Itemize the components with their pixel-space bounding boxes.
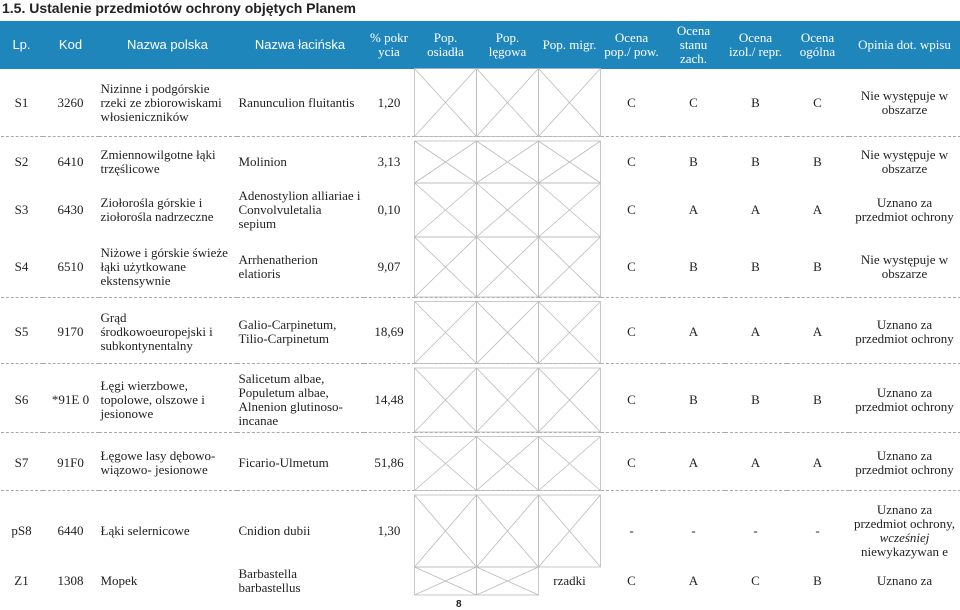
cell-lp: pS8 (11, 523, 32, 538)
table-row (1, 69, 960, 137)
cell-pokr (364, 567, 415, 595)
cell-o2: A (688, 455, 699, 471)
cell-pl: Łęgi wierzbowe, topolowe, olszowe i jesionowe (100, 377, 205, 421)
header-row (1, 22, 960, 69)
cell-o4: C (813, 94, 822, 110)
table-row (1, 437, 960, 491)
cell-pl: Nizinne i podgórskie rzeki ze zbiorowiskami włosieniczników (100, 80, 222, 124)
column-header-9: Ocena stanu zach. (663, 22, 725, 69)
cell-o1: C (627, 324, 636, 340)
cell-pl: Mopek (100, 573, 138, 588)
cell-lat: Arrhenatherion elatioris (238, 251, 318, 281)
page-number: 8 (456, 599, 462, 610)
cell-opinia: Uznano za przedmiot ochrony (855, 448, 954, 478)
cell-lat: Molinion (238, 154, 287, 169)
cell-opinia: Nie występuje w obszarze (860, 87, 949, 117)
cell-o3: B (751, 154, 760, 169)
cell-kod: 9170 (57, 324, 84, 340)
cell-opinia: Uznano za przedmiot ochrony (855, 317, 954, 347)
cell-o2: A (688, 202, 699, 217)
column-header-2: Nazwa polska (99, 22, 237, 69)
column-header-12: Opinia dot. wpisu (849, 22, 960, 69)
cell-kod: 6410 (57, 154, 84, 169)
table-body (1, 69, 960, 596)
cell-pokr: 1,20 (377, 94, 401, 110)
cell-lat: Barbastella barbastellus (238, 567, 301, 595)
cell-o3: - (753, 523, 758, 538)
cell-lp: S5 (14, 324, 29, 340)
cell-opinia: Nie występuje w obszarze (860, 251, 949, 281)
cell-kod: 1308 (57, 573, 84, 588)
cell-osiadla (415, 69, 477, 137)
column-header-5: Pop. osiadła (415, 22, 477, 69)
cell-o4: B (813, 154, 822, 169)
cell-lat: Ficario-Ulmetum (238, 455, 329, 471)
cell-o4: B (813, 391, 822, 407)
cell-osiadla (415, 237, 477, 297)
table-row (1, 302, 960, 364)
cell-legowa (477, 183, 539, 237)
cell-opinia: Uznano za przedmiot ochrony, wcześniej niewykazywan e (854, 502, 955, 559)
cell-lp: S2 (14, 154, 29, 169)
cell-pokr: 51,86 (374, 455, 404, 471)
table-row (1, 495, 960, 567)
cell-legowa (477, 302, 539, 364)
column-header-4: % pokr ycia (364, 22, 415, 69)
cell-o2: A (688, 573, 699, 588)
cell-lp: S7 (14, 455, 29, 471)
cell-o1: C (627, 202, 636, 217)
cell-o3: B (751, 94, 760, 110)
cell-o2: B (689, 258, 698, 274)
table-row (1, 237, 960, 297)
cell-legowa (477, 495, 539, 567)
cell-pl: Niżowe i górskie świeże łąki użytkowane ekstensywnie (100, 244, 228, 288)
cell-opinia: Uznano za (876, 573, 933, 588)
cell-lp: Z1 (14, 573, 29, 588)
column-header-7: Pop. migr. (539, 22, 601, 69)
cell-o4: A (812, 455, 823, 471)
cell-pokr: 3,13 (377, 154, 401, 169)
cell-o3: A (750, 455, 761, 471)
cell-legowa (477, 237, 539, 297)
cell-o4: B (813, 258, 822, 274)
cell-opinia: Nie występuje w obszarze (860, 147, 949, 176)
cell-kod: 6510 (57, 258, 84, 274)
cell-lp: S4 (14, 258, 29, 274)
cell-o4: A (812, 324, 823, 340)
cell-pl: Grąd środkowoeuropejski i subkontynentalny (100, 310, 213, 354)
cell-pokr: 1,30 (377, 523, 401, 538)
cell-lp: S1 (14, 94, 29, 110)
cell-pokr: 18,69 (374, 324, 404, 340)
table-row (1, 183, 960, 237)
column-header-3: Nazwa łacińska (237, 22, 364, 69)
cell-migr (539, 302, 601, 364)
cell-kod: 3260 (57, 94, 84, 110)
cell-o3: B (751, 391, 760, 407)
cell-o2: B (689, 154, 698, 169)
cell-migr (539, 183, 601, 237)
cell-osiadla (415, 437, 477, 491)
cell-opinia: Uznano za przedmiot ochrony (855, 384, 954, 414)
cell-pl: Zmiennowilgotne łąki trzęślicowe (100, 147, 216, 176)
cell-lat: Adenostylion alliariae i Convolvuletalia sepium (238, 188, 361, 231)
cell-pl: Łęgowe lasy dębowo- wiązowo- jesionowe (100, 448, 216, 478)
cell-osiadla (415, 302, 477, 364)
cell-o1: C (627, 154, 636, 169)
cell-o2: C (689, 94, 698, 110)
cell-lat: Ranunculion fluitantis (238, 94, 355, 110)
cell-pl: Łąki selernicowe (100, 523, 190, 538)
cell-lat: Salicetum albae, Populetum albae, Alnenion glutinoso-incanae (238, 370, 343, 428)
cell-lat: Cnidion dubii (238, 523, 311, 538)
cell-o2: B (689, 391, 698, 407)
cell-migr (539, 69, 601, 137)
cell-o1: - (629, 523, 634, 538)
cell-osiadla (415, 368, 477, 432)
protected-subjects-table (0, 21, 960, 595)
cell-osiadla (415, 495, 477, 567)
table-row (1, 141, 960, 183)
cell-o1: C (627, 455, 636, 471)
cell-legowa (477, 69, 539, 137)
cell-o3: B (751, 258, 760, 274)
cell-opinia: Uznano za przedmiot ochrony (855, 195, 954, 224)
cell-o1: C (627, 391, 636, 407)
column-header-11: Ocena ogólna (787, 22, 849, 69)
cell-pokr: 9,07 (377, 258, 401, 274)
cell-o1: C (627, 258, 636, 274)
opinia-italic: wcześniej (879, 530, 930, 545)
column-header-10: Ocena izol./ repr. (725, 22, 787, 69)
cell-o3: A (750, 202, 761, 217)
section-heading: 1.5. Ustalenie przedmiotów ochrony objętych Planem (2, 0, 356, 16)
cell-legowa (477, 141, 539, 183)
cell-kod: 6440 (57, 523, 84, 538)
cell-osiadla (415, 567, 477, 595)
cell-pokr: 14,48 (374, 391, 404, 407)
column-header-6: Pop. lęgowa (477, 22, 539, 69)
column-header-0: Lp. (1, 22, 43, 69)
table-row (1, 567, 960, 595)
cell-o2: - (691, 523, 696, 538)
cell-pokr: 0,10 (377, 202, 401, 217)
cell-kod: 6430 (57, 202, 84, 217)
cell-o3: A (750, 324, 761, 340)
column-header-1: Kod (43, 22, 99, 69)
cell-o4: A (812, 202, 823, 217)
cell-pl: Ziołorośla górskie i ziołorośla nadrzeczne (100, 195, 214, 224)
table-row (1, 368, 960, 432)
cell-migr (539, 437, 601, 491)
cell-legowa (477, 437, 539, 491)
cell-legowa (477, 368, 539, 432)
cell-osiadla (415, 183, 477, 237)
cell-legowa (477, 567, 539, 595)
cell-kod: 91F0 (57, 455, 84, 471)
cell-migr (539, 495, 601, 567)
cell-osiadla (415, 141, 477, 183)
cell-migr (539, 237, 601, 297)
cell-kod: *91E 0 (51, 391, 90, 407)
cell-migr (539, 368, 601, 432)
cell-o3: C (751, 573, 760, 588)
cell-o4: B (813, 573, 822, 588)
cell-migr: rzadki (553, 573, 586, 588)
cell-lp: S6 (14, 391, 29, 407)
cell-lp: S3 (14, 202, 29, 217)
cell-o4: - (815, 523, 820, 538)
cell-o1: C (627, 94, 636, 110)
cell-migr (539, 141, 601, 183)
cell-lat: Galio-Carpinetum, Tilio-Carpinetum (238, 317, 337, 347)
cell-o1: C (627, 573, 636, 588)
column-header-8: Ocena pop./ pow. (601, 22, 663, 69)
cell-o2: A (688, 324, 699, 340)
